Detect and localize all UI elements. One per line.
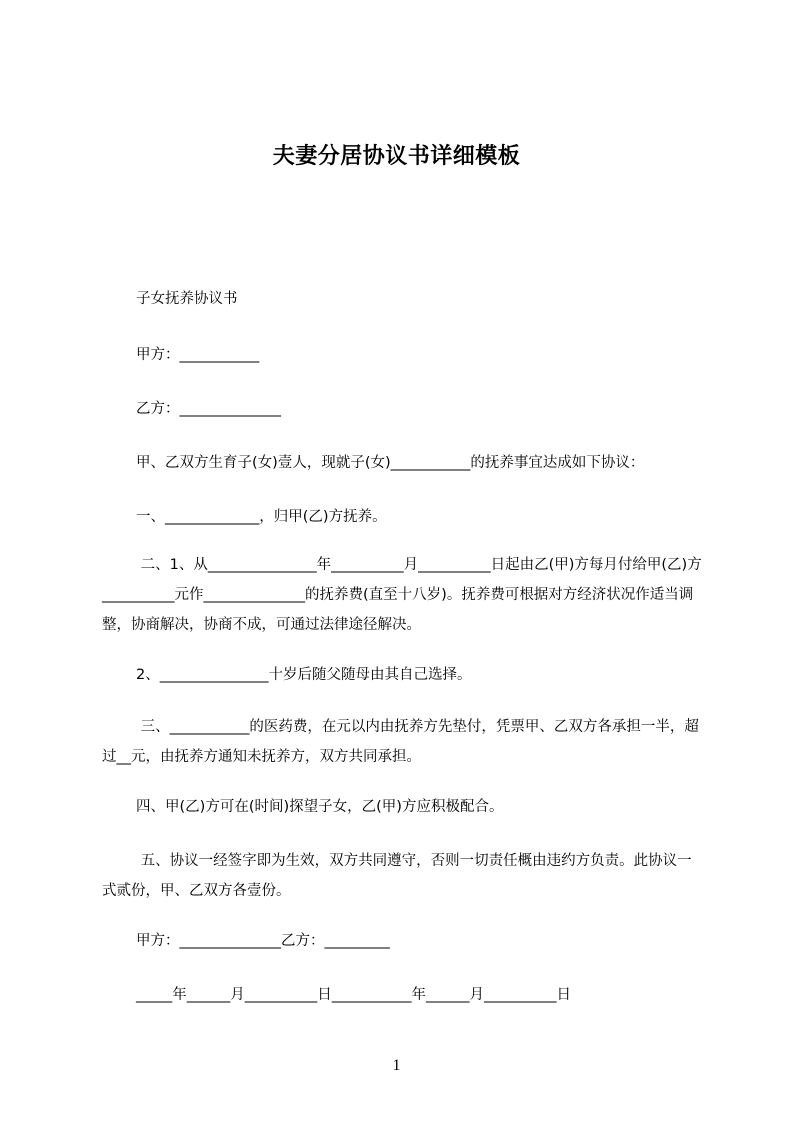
clause-4: 四、甲(乙)方可在(时间)探望子女，乙(甲)方应积极配合。 <box>136 799 504 815</box>
signature-line: 甲方：______________乙方：_________ <box>136 933 390 949</box>
clause-2-2: 2、_______________十岁后随父随母由其自己选择。 <box>136 667 472 683</box>
clause-3: 三、___________的医药费，在元以内由抚养方先垫付，凭票甲、乙双方各承担一半，超过__元，由抚养方通知未抚养方，双方共同承担。 <box>102 719 699 765</box>
document-title: 夫妻分居协议书详细模板 <box>272 144 521 169</box>
clause-1: 一、_____________，归甲(乙)方抚养。 <box>136 509 387 525</box>
page-number: 1 <box>392 1057 401 1074</box>
clause-2-1: 二、1、从_______________年__________月__________日起由乙(甲)方每月付给甲(乙)方__________元作______________的抚养费(直至十八岁)。抚养费可根据对方经济状况作适当调整，协商解决，协商不成，可通过法律途径解决。 <box>102 557 702 633</box>
section-heading: 子女抚养协议书 <box>136 291 238 307</box>
party-a-line: 甲方：___________ <box>136 347 260 363</box>
date-line: _____年______月__________日___________年______月__________日 <box>136 987 571 1003</box>
party-b-line: 乙方：______________ <box>136 401 281 417</box>
intro-paragraph: 甲、乙双方生育子(女)壹人，现就子(女)___________的抚养事宜达成如下协议： <box>136 455 645 471</box>
clause-5: 五、协议一经签字即为生效，双方共同遵守，否则一切责任概由违约方负责。此协议一式贰份，甲、乙双方各壹份。 <box>102 853 692 899</box>
